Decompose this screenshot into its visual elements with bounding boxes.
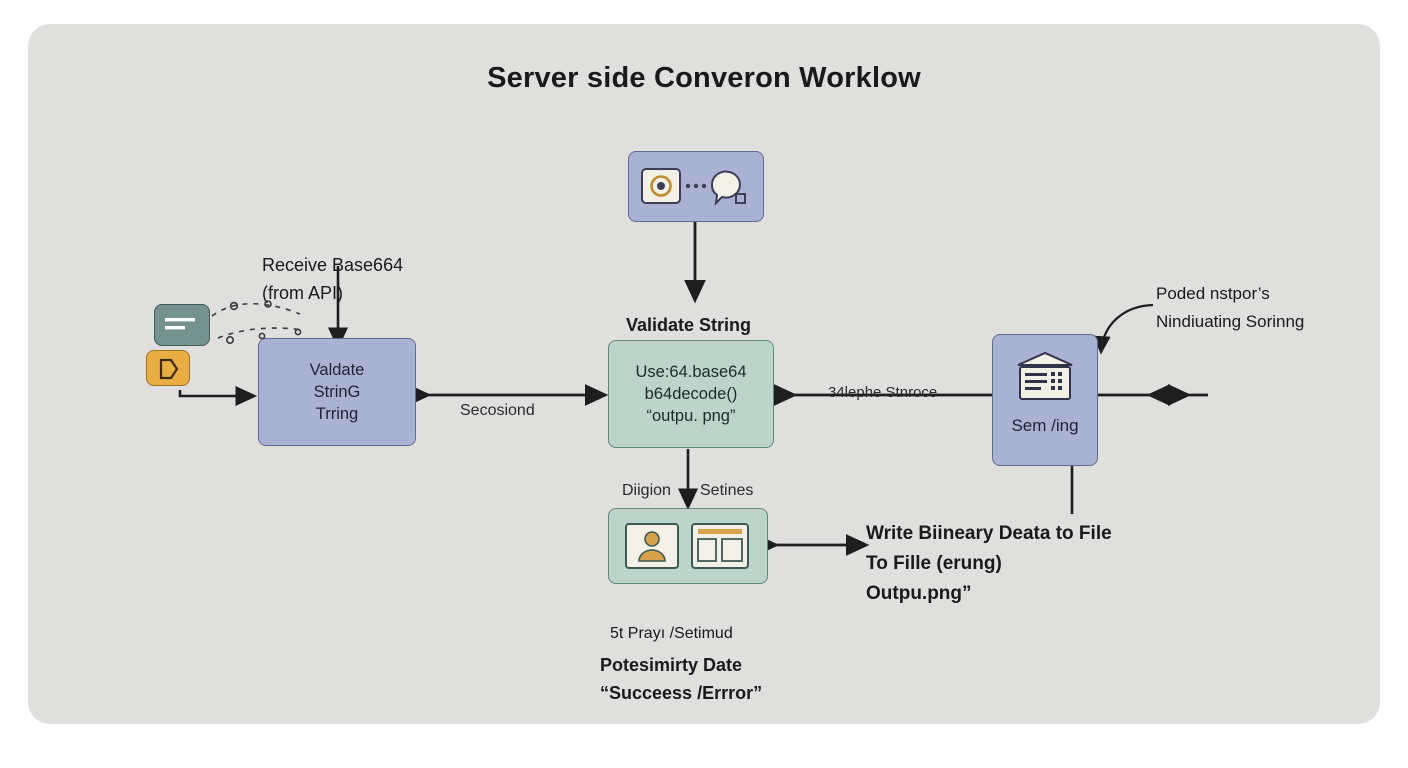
- edge-label-apple-source: 34lephe Stnroce: [828, 384, 938, 401]
- validate-node[interactable]: [258, 338, 416, 446]
- edge-label-digion: Diigion: [622, 482, 671, 499]
- persist-label-line2: “Succeess /Errror”: [600, 683, 763, 703]
- receive-label-line1: Receive Base664: [262, 255, 404, 275]
- validate-node-line3: Trring: [315, 405, 359, 424]
- file-node[interactable]: [608, 508, 768, 584]
- decode-node[interactable]: [608, 340, 774, 448]
- tag-glyph-icon: [147, 351, 191, 387]
- diagram-board: [28, 24, 1380, 724]
- posted-note-line1: Poded nstpor’s: [1156, 284, 1270, 303]
- posted-note-line2: Nindiuating Sorinng: [1156, 312, 1305, 331]
- edge-label-secosiond: Secosiond: [460, 402, 535, 419]
- validate-node-line2: StrinG: [313, 382, 361, 401]
- person-and-table-icon: [618, 517, 758, 575]
- validate-string-label: Validate String: [626, 315, 752, 335]
- write-binary-line2: To Fille (erung): [866, 553, 1002, 574]
- diagram-title: Server side Converon Worklow: [487, 62, 921, 94]
- bank-building-icon: [1012, 349, 1078, 407]
- message-bubble-icon: [154, 304, 210, 346]
- write-binary-line3: Outpu.png”: [866, 583, 972, 604]
- tag-icon: [146, 350, 190, 386]
- file-node-caption: 5t Prayı /Setimud: [610, 625, 733, 642]
- validate-node-line1: Valdate: [309, 360, 365, 379]
- write-binary-line1: Write Biineary Deata to File: [866, 523, 1112, 544]
- chat-lines-icon: [155, 305, 211, 347]
- storage-node-caption: Sem /ing: [1011, 416, 1079, 435]
- decode-node-line3: “outpu. png”: [646, 407, 736, 426]
- edge-label-setines: Setines: [700, 482, 754, 499]
- decode-node-line1: Use:64.base64: [635, 362, 747, 381]
- storage-node[interactable]: [992, 334, 1098, 466]
- decode-node-line2: b64decode(): [644, 384, 738, 403]
- camera-node[interactable]: [628, 151, 764, 222]
- receive-label-line2: (from API): [262, 283, 344, 303]
- camera-photo-icon: [638, 161, 754, 213]
- persist-label-line1: Potesimirty Date: [600, 655, 743, 675]
